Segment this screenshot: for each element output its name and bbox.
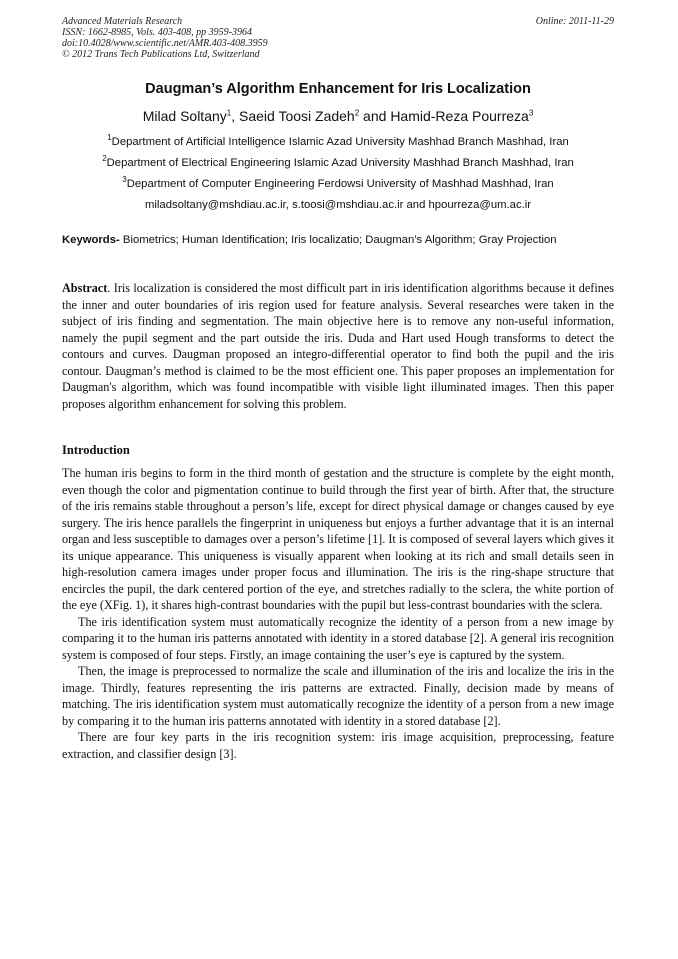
author-separator: and [359,108,391,124]
author-sup: 1 [226,108,232,118]
paragraph: The iris identification system must automatically recognize the identity of a person from a new image by comparing it to the human iris patterns annotated with identity in a stored database [2]. A general iris recognition system is composed of four steps. Firstly, an image containing the user’s eye is captured by the system. [62,614,614,662]
journal-header [62,16,268,60]
abstract-label: Abstract [62,281,108,295]
paragraph: Then, the image is preprocessed to normalize the scale and illumination of the iris and localize the iris in the image. Thirdly, features representing the iris patterns are extracted. Finally, decision made by means of matching. The iris identification system must automatically recognize the identity of a person from a new image by comparing it to the human iris patterns annotated with identity in a stored database [2]. [62,664,614,728]
affiliation-sup: 3 [122,175,127,185]
affiliation-sup: 2 [102,154,107,164]
affiliation-sup: 1 [107,133,112,143]
author-separator: , [231,108,239,124]
affiliation-text: Department of Electrical Engineering Islamic Azad University Mashhad Branch Mashhad, Iran [106,157,574,169]
issn-line: ISSN: 1662-8985, Vols. 403-408, pp 3959-3964 [62,27,252,38]
author-sup: 2 [354,108,360,118]
section-heading: Introduction [62,443,130,457]
abstract-text: . Iris localization is considered the most difficult part in iris identification algorithms because it defines the inner and outer boundaries of iris region used for feature analysis. Several researches were taken in the subject of iris finding and segmentation. The main objective here is to remove any non-useful information, namely the pupil segment and the part outside the iris. Duda and Hart used Hough transforms to detect the contours and curves. Daugman proposed an integro-differential operator to find both the pupil and the iris contour. Daugman’s method is claimed to be the most efficient one. This paper proposes an implementation for Daugman's algorithm, which was found incompatible with visible light illuminated images. Then this paper proposes algorithm enhancement for solving this problem. [62,281,614,411]
affiliation [62,133,614,148]
author-name: Milad Soltany [142,108,227,124]
keywords-label: Keywords- [62,234,120,246]
paper-title: Daugman’s Algorithm Enhancement for Iris Localization [145,81,531,97]
affiliation [62,154,614,169]
copyright-line: © 2012 Trans Tech Publications Ltd, Switzerland [62,49,260,60]
author-emails: miladsoltany@mshdiau.ac.ir, s.toosi@mshdiau.ac.ir and hpourreza@um.ac.ir [144,199,532,211]
author-sup: 3 [528,108,534,118]
keywords [62,233,614,247]
keywords-text: Biometrics; Human Identification; Iris localizatio; Daugman’s Algorithm; Gray Projection [119,234,557,246]
paragraph: There are four key parts in the iris recognition system: iris image acquisition, preprocessing, feature extraction, and classifier design [3]. [62,730,614,761]
introduction-body [62,465,614,762]
abstract [62,280,614,412]
affiliation-text: Department of Computer Engineering Ferdowsi University of Mashhad Mashhad, Iran [126,178,554,190]
paragraph: The human iris begins to form in the third month of gestation and the structure is complete by the eight month, even though the color and pigmentation continue to build through the first year of birth. After that, the structure of the iris remains stable throughout a person’s life, except for direct physical damage or changes caused by eye surgery. The iris hence parallels the fingerprint in uniqueness but enjoys a further advantage that it is an internal organ and less susceptible to damages over a person’s lifetime [1]. It is composed of several layers which gives it its unique appearance. This uniqueness is visually apparent when looking at its rich and small details seen in high-resolution camera images under proper focus and illumination. The iris is the ring-shape structure that encircles the pupil, the dark centered portion of the eye, and stretches radially to the sclera, the white portion of the eye (XFig. 1), it shares high-contrast boundaries with the pupil but less-contrast boundaries with the sclera. [62,466,614,612]
author-line [62,108,614,124]
online-date: Online: 2011-11-29 [535,16,614,27]
journal-name: Advanced Materials Research [62,16,183,27]
author-name: Hamid-Reza Pourreza [390,108,529,124]
author-name: Saeid Toosi Zadeh [239,108,355,124]
doi-line: doi:10.4028/www.scientific.net/AMR.403-408.3959 [62,38,268,49]
affiliation [62,175,614,190]
affiliation-text: Department of Artificial Intelligence Islamic Azad University Mashhad Branch Mashhad, Iran [111,136,569,148]
